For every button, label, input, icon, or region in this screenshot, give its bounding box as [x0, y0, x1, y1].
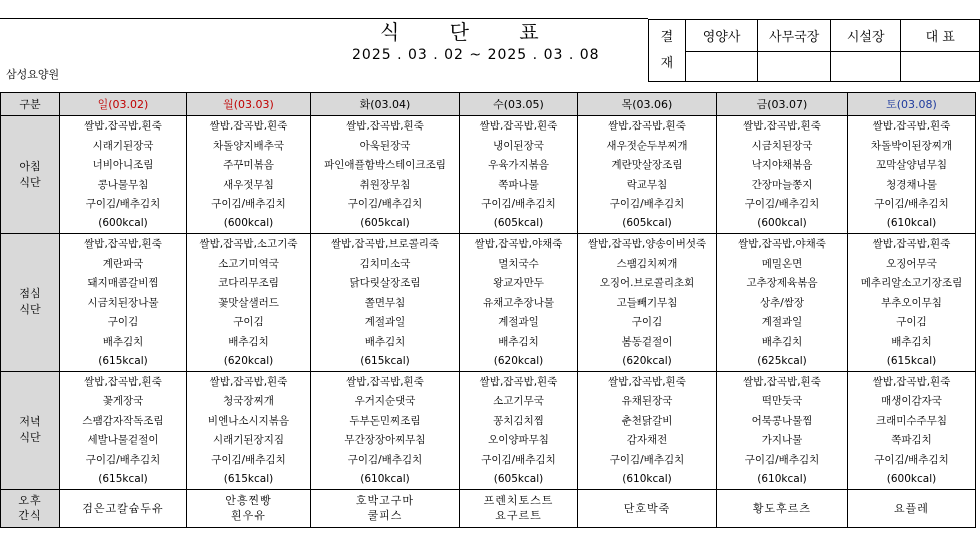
snack-item: 황도후르츠 — [752, 501, 812, 515]
menu-cell: 소고기미역국 — [187, 254, 311, 274]
lunch-label-line2: 식단 — [19, 303, 41, 317]
menu-cell: 꽃게장국 — [60, 391, 187, 411]
menu-cell: (600kcal) — [187, 214, 311, 234]
approval-label-line1: 결 — [660, 29, 674, 45]
menu-cell: 쌀밥,잡곡밥,흰죽 — [311, 371, 460, 391]
snack-item: 호박고구마 — [355, 494, 415, 507]
approval-box — [648, 19, 980, 82]
dinner-label — [1, 371, 60, 489]
menu-cell: 오이양파무침 — [460, 430, 578, 450]
menu-cell: 시금치된장국 — [717, 136, 848, 156]
menu-cell: 계절과일 — [311, 312, 460, 332]
menu-cell: (620kcal) — [187, 351, 311, 371]
menu-cell: 쌀밥,잡곡밥,흰죽 — [578, 116, 717, 136]
menu-cell: 쌀밥,잡곡밥,야채죽 — [717, 234, 848, 254]
snack-item: 단호박죽 — [623, 501, 671, 515]
menu-cell: 쌀밥,잡곡밥,흰죽 — [460, 116, 578, 136]
approval-label-line2: 재 — [660, 55, 674, 71]
menu-cell: 시금치된장나물 — [60, 293, 187, 313]
menu-cell: 냉이된장국 — [460, 136, 578, 156]
day-header-row — [1, 93, 976, 116]
menu-cell: 가지나물 — [717, 430, 848, 450]
menu-cell: 쌀밥,잡곡밥,흰죽 — [848, 234, 976, 254]
menu-cell: 구이김/배추김치 — [460, 450, 578, 470]
breakfast-label-line2: 식단 — [19, 175, 41, 189]
menu-cell: (600kcal) — [848, 469, 976, 489]
menu-cell: (610kcal) — [717, 469, 848, 489]
menu-cell: 쌀밥,잡곡밥,브로콜리죽 — [311, 234, 460, 254]
menu-cell: 쌀밥,잡곡밥,양송이버섯죽 — [578, 234, 717, 254]
snack-cell — [578, 489, 717, 527]
menu-cell: 구이김/배추김치 — [60, 450, 187, 470]
menu-cell: (610kcal) — [578, 469, 717, 489]
menu-cell: 돼지매콤갈비찜 — [60, 273, 187, 293]
menu-cell: 멸치국수 — [460, 254, 578, 274]
menu-cell: 꽃맛살샐러드 — [187, 293, 311, 313]
menu-cell: 계절과일 — [717, 312, 848, 332]
menu-cell: (605kcal) — [311, 214, 460, 234]
menu-cell: 배추김치 — [848, 332, 976, 352]
approval-role-office-manager: 사무국장 — [758, 20, 831, 52]
menu-cell: 배추김치 — [717, 332, 848, 352]
breakfast-label-line1: 아침 — [19, 159, 41, 173]
breakfast-row — [1, 116, 976, 136]
menu-cell: 세발나물겉절이 — [60, 430, 187, 450]
menu-cell: 봄동겉절이 — [578, 332, 717, 352]
menu-cell: 배추김치 — [60, 332, 187, 352]
menu-cell: 배추김치 — [311, 332, 460, 352]
menu-cell: (610kcal) — [848, 214, 976, 234]
breakfast-row — [1, 214, 976, 234]
snack-cell — [60, 489, 187, 527]
menu-cell: 계란파국 — [60, 254, 187, 274]
lunch-row — [1, 234, 976, 254]
menu-cell: (600kcal) — [717, 214, 848, 234]
snack-row — [1, 489, 976, 527]
menu-cell: 쪽파나물 — [460, 175, 578, 195]
page-title: 식 단 표 — [380, 20, 561, 44]
snack-cell — [187, 489, 311, 527]
menu-cell: 주꾸미볶음 — [187, 155, 311, 175]
menu-cell: 떡만둣국 — [717, 391, 848, 411]
menu-cell: 구이김 — [578, 312, 717, 332]
menu-cell: 춘천닭갈비 — [578, 411, 717, 431]
menu-cell: (605kcal) — [460, 469, 578, 489]
snack-label — [1, 489, 60, 527]
lunch-row — [1, 312, 976, 332]
menu-cell: (615kcal) — [60, 469, 187, 489]
organization-name: 삼성요양원 — [6, 68, 60, 81]
menu-cell: 고추장제육볶음 — [717, 273, 848, 293]
lunch-row — [1, 351, 976, 371]
menu-cell: 닭다릿살장조림 — [311, 273, 460, 293]
menu-cell: 부추오이무침 — [848, 293, 976, 313]
dinner-row — [1, 469, 976, 489]
menu-cell: 스팸감자작독조림 — [60, 411, 187, 431]
breakfast-row — [1, 136, 976, 156]
lunch-row — [1, 254, 976, 274]
snack-item: 쿨피스 — [367, 509, 403, 522]
menu-cell: 쌀밥,잡곡밥,흰죽 — [187, 371, 311, 391]
menu-cell: 쌀밥,잡곡밥,소고기죽 — [187, 234, 311, 254]
menu-body — [1, 116, 976, 528]
menu-cell: 꼬막살양념무침 — [848, 155, 976, 175]
breakfast-row — [1, 155, 976, 175]
menu-cell: 구이김/배추김치 — [311, 450, 460, 470]
day-header-tue: 화(03.04) — [311, 93, 460, 116]
menu-cell: 쌀밥,잡곡밥,흰죽 — [460, 371, 578, 391]
snack-item: 안흥찐빵 — [225, 494, 272, 507]
dinner-row — [1, 450, 976, 470]
menu-cell: 구이김/배추김치 — [460, 194, 578, 214]
day-header-thu: 목(03.06) — [578, 93, 717, 116]
menu-cell: 왕교자만두 — [460, 273, 578, 293]
menu-cell: 배추김치 — [187, 332, 311, 352]
menu-period: 2025 . 03 . 02 ~ 2025 . 03 . 08 — [352, 47, 600, 63]
menu-cell: 새우젓순두부찌개 — [578, 136, 717, 156]
snack-item: 프렌치토스트 — [483, 494, 554, 507]
menu-cell: 무간장장아찌무침 — [311, 430, 460, 450]
approval-sign-ceo[interactable] — [901, 52, 980, 82]
dinner-row — [1, 371, 976, 391]
approval-sign-office-manager[interactable] — [758, 52, 831, 82]
breakfast-label — [1, 116, 60, 234]
menu-cell: 구이김/배추김치 — [717, 450, 848, 470]
breakfast-row — [1, 194, 976, 214]
lunch-row — [1, 273, 976, 293]
menu-cell: 우거지순댓국 — [311, 391, 460, 411]
menu-cell: 구이김 — [187, 312, 311, 332]
menu-cell: 코다리무조림 — [187, 273, 311, 293]
menu-cell: 고들빼기무침 — [578, 293, 717, 313]
day-header-mon: 월(03.03) — [187, 93, 311, 116]
day-header-sat: 토(03.08) — [848, 93, 976, 116]
snack-label-line2: 간식 — [18, 509, 42, 522]
menu-cell: 소고기무국 — [460, 391, 578, 411]
menu-cell: 쌀밥,잡곡밥,흰죽 — [311, 116, 460, 136]
dinner-row — [1, 411, 976, 431]
dinner-label-line2: 식단 — [19, 431, 41, 444]
menu-cell: 파인애플함박스테이크조림 — [311, 155, 460, 175]
day-header-fri: 금(03.07) — [717, 93, 848, 116]
day-header-sun: 일(03.02) — [60, 93, 187, 116]
menu-cell: 매생이감자국 — [848, 391, 976, 411]
breakfast-row — [1, 175, 976, 195]
menu-cell: 꽁치김치찜 — [460, 411, 578, 431]
menu-cell: 계란맛살장조림 — [578, 155, 717, 175]
menu-cell: 계절과일 — [460, 312, 578, 332]
snack-item: 흰우유 — [231, 509, 266, 522]
menu-cell: 콩나물무침 — [60, 175, 187, 195]
menu-cell: 유채된장국 — [578, 391, 717, 411]
menu-cell: 구이김/배추김치 — [578, 450, 717, 470]
menu-cell: 락교무침 — [578, 175, 717, 195]
menu-cell: 쫄면무침 — [311, 293, 460, 313]
menu-cell: (600kcal) — [60, 214, 187, 234]
menu-cell: 시래기된장지짐 — [187, 430, 311, 450]
menu-cell: 새우젓무침 — [187, 175, 311, 195]
menu-cell: 오징어.브로콜리초회 — [578, 273, 717, 293]
snack-item: 요구르트 — [495, 509, 542, 522]
dinner-row — [1, 391, 976, 411]
menu-cell: 구이김 — [60, 312, 187, 332]
menu-cell: 상추/쌈장 — [717, 293, 848, 313]
menu-cell: 감자채전 — [578, 430, 717, 450]
menu-cell: 구이김/배추김치 — [311, 194, 460, 214]
menu-cell: 크래미수주무침 — [848, 411, 976, 431]
menu-cell: 간장마늘쫑지 — [717, 175, 848, 195]
approval-sign-director[interactable] — [830, 52, 901, 82]
menu-cell: (615kcal) — [311, 351, 460, 371]
menu-cell: 김치미소국 — [311, 254, 460, 274]
corner-header: 구분 — [1, 93, 60, 116]
menu-cell: 구이김/배추김치 — [848, 194, 976, 214]
menu-cell: 차돌양지배추국 — [187, 136, 311, 156]
menu-cell: (615kcal) — [187, 469, 311, 489]
menu-cell: 쌀밥,잡곡밥,야채죽 — [460, 234, 578, 254]
snack-item: 요플레 — [894, 501, 929, 515]
day-header-wed: 수(03.05) — [460, 93, 578, 116]
snack-cell — [848, 489, 976, 527]
menu-cell: 배추김치 — [460, 332, 578, 352]
menu-cell: 쌀밥,잡곡밥,흰죽 — [848, 116, 976, 136]
snack-cell — [311, 489, 460, 527]
menu-cell: 어묵콩나물찜 — [717, 411, 848, 431]
lunch-label-line1: 점심 — [19, 287, 41, 301]
menu-cell: (605kcal) — [578, 214, 717, 234]
approval-role-director: 시설장 — [830, 20, 901, 52]
menu-cell: 낙지야채볶음 — [717, 155, 848, 175]
menu-cell: (615kcal) — [60, 351, 187, 371]
dinner-row — [1, 430, 976, 450]
approval-label — [649, 20, 686, 82]
menu-cell: 차돌박이된장찌개 — [848, 136, 976, 156]
menu-table — [0, 92, 976, 528]
menu-cell: 쌀밥,잡곡밥,흰죽 — [187, 116, 311, 136]
menu-cell: 구이김/배추김치 — [717, 194, 848, 214]
snack-cell — [460, 489, 578, 527]
menu-cell: (615kcal) — [848, 351, 976, 371]
approval-role-ceo: 대 표 — [901, 20, 980, 52]
lunch-row — [1, 293, 976, 313]
menu-cell: 구이김/배추김치 — [60, 194, 187, 214]
menu-cell: 취원장무침 — [311, 175, 460, 195]
snack-item: 검은고칼슘두유 — [82, 501, 164, 515]
menu-cell: 메밀온면 — [717, 254, 848, 274]
menu-cell: 구이김 — [848, 312, 976, 332]
menu-cell: 쌀밥,잡곡밥,흰죽 — [578, 371, 717, 391]
menu-cell: 청국장찌개 — [187, 391, 311, 411]
menu-cell: (610kcal) — [311, 469, 460, 489]
menu-cell: (605kcal) — [460, 214, 578, 234]
menu-cell: 쪽파김치 — [848, 430, 976, 450]
menu-cell: 쌀밥,잡곡밥,흰죽 — [848, 371, 976, 391]
menu-cell: 쌀밥,잡곡밥,흰죽 — [60, 371, 187, 391]
menu-cell: 쌀밥,잡곡밥,흰죽 — [60, 234, 187, 254]
menu-cell: 너비아니조림 — [60, 155, 187, 175]
menu-cell: 구이김/배추김치 — [848, 450, 976, 470]
snack-label-line1: 오후 — [18, 494, 42, 507]
menu-cell: (625kcal) — [717, 351, 848, 371]
menu-cell: 구이김/배추김치 — [187, 194, 311, 214]
menu-cell: 시래기된장국 — [60, 136, 187, 156]
menu-cell: 유채고추장나물 — [460, 293, 578, 313]
menu-cell: 쌀밥,잡곡밥,흰죽 — [717, 116, 848, 136]
snack-cell — [717, 489, 848, 527]
menu-cell: 메추리알소고기장조림 — [848, 273, 976, 293]
menu-cell: 쌀밥,잡곡밥,흰죽 — [717, 371, 848, 391]
lunch-label — [1, 234, 60, 372]
approval-role-dietitian: 영양사 — [685, 20, 758, 52]
menu-cell: 비엔나소시지볶음 — [187, 411, 311, 431]
menu-cell: 오징어무국 — [848, 254, 976, 274]
dinner-label-line1: 저녁 — [19, 415, 41, 428]
menu-cell: 쌀밥,잡곡밥,흰죽 — [60, 116, 187, 136]
menu-cell: 청경채나물 — [848, 175, 976, 195]
menu-cell: (620kcal) — [460, 351, 578, 371]
menu-cell: (620kcal) — [578, 351, 717, 371]
menu-cell: 아욱된장국 — [311, 136, 460, 156]
menu-cell: 두부돈민찌조림 — [311, 411, 460, 431]
menu-cell: 구이김/배추김치 — [578, 194, 717, 214]
menu-cell: 우육가지볶음 — [460, 155, 578, 175]
menu-cell: 구이김/배추김치 — [187, 450, 311, 470]
menu-cell: 스팸김치찌개 — [578, 254, 717, 274]
approval-sign-dietitian[interactable] — [685, 52, 758, 82]
lunch-row — [1, 332, 976, 352]
